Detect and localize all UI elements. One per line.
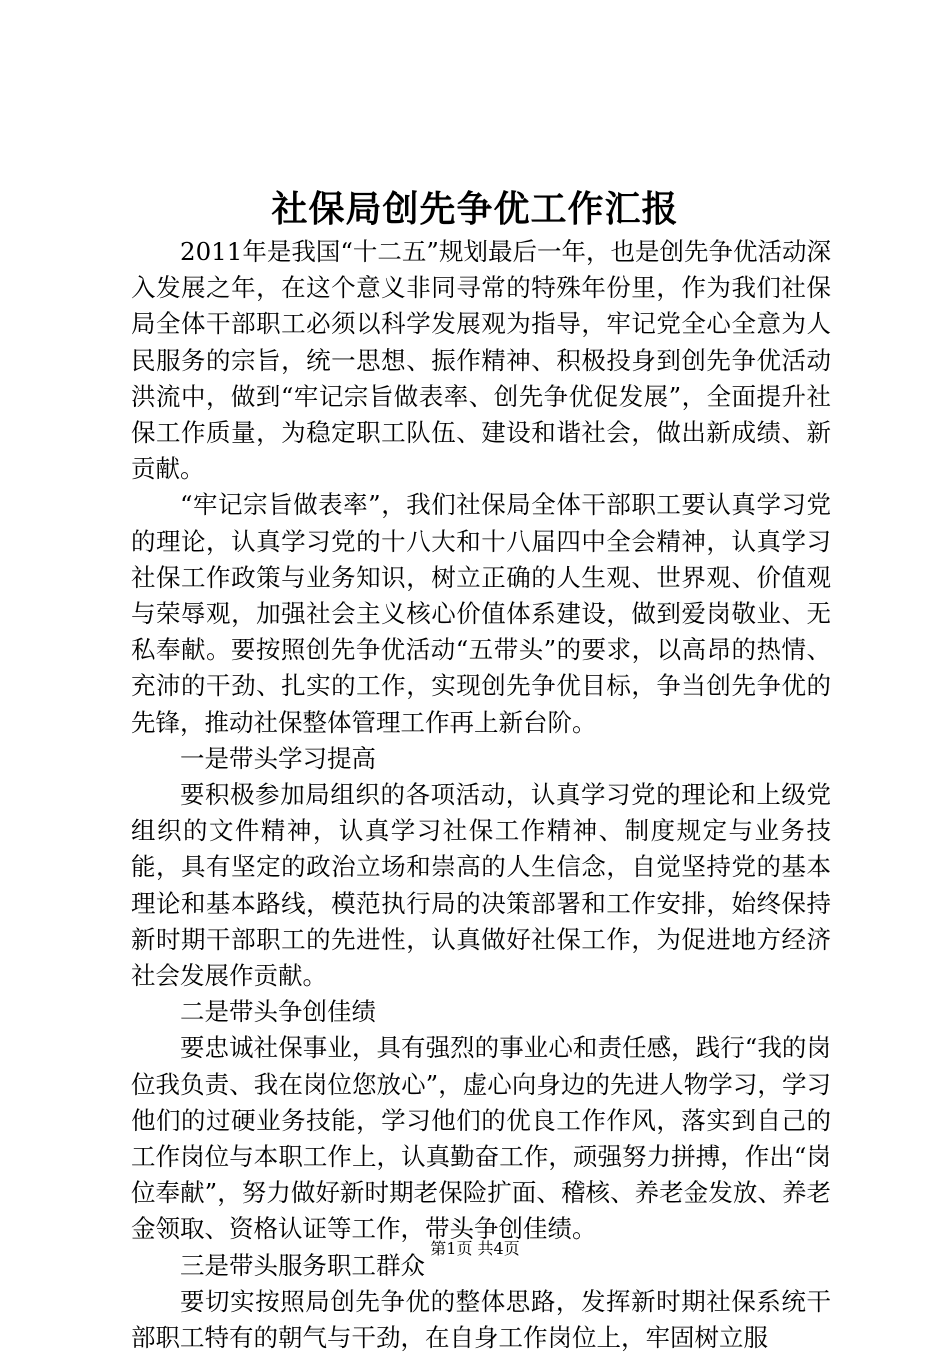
document-title: 社保局创先争优工作汇报	[271, 188, 679, 230]
paragraph-2: “牢记宗旨做表率”，我们社保局全体干部职工要认真学习党的理论，认真学习党的十八大和十八届四中全会精神，认真学习社保工作政策与业务知识，树立正确的人生观、世界观、价值观与荣辱观，加强社会主义核心价值体系建设，做到爱岗敬业、无私奉献。要按照创先争优活动“五带头”的要求，以高昂的热情、充沛的干劲、扎实的工作，实现创先争优目标，争当创先争优的先锋，推动社保整体管理工作再上新台阶。	[131, 490, 831, 737]
page-number-footer: 第1页 共4页	[430, 1239, 520, 1258]
section-heading-2: 二是带头争创佳绩	[180, 997, 376, 1027]
paragraph-1: 2011年是我国“十二五”规划最后一年，也是创先争优活动深入发展之年，在这个意义非同寻常的特殊年份里，作为我们社保局全体干部职工必须以科学发展观为指导，牢记党全心全意为人民服务的宗旨，统一思想、振作精神、积极投身到创先争优活动洪流中，做到“牢记宗旨做表率、创先争优促发展”，全面提升社保工作质量，为稳定职工队伍、建设和谐社会，做出新成绩、新贡献。	[131, 237, 831, 484]
section-heading-1: 一是带头学习提高	[180, 743, 376, 773]
paragraph-5: 要切实按照局创先争优的整体思路，发挥新时期社保系统干部职工特有的朝气与干劲，在自身工作岗位上，牢固树立服	[131, 1286, 831, 1353]
document-body	[131, 234, 831, 1356]
section-heading-3: 三是带头服务职工群众	[180, 1250, 425, 1280]
paragraph-3: 要积极参加局组织的各项活动，认真学习党的理论和上级党组织的文件精神，认真学习社保工作精神、制度规定与业务技能，具有坚定的政治立场和崇高的人生信念，自觉坚持党的基本理论和基本路线，模范执行局的决策部署和工作安排，始终保持新时期干部职工的先进性，认真做好社保工作，为促进地方经济社会发展作贡献。	[131, 780, 831, 991]
paragraph-4: 要忠诚社保事业，具有强烈的事业心和责任感，践行“我的岗位我负责、我在岗位您放心”，虚心向身边的先进人物学习，学习他们的过硬业务技能，学习他们的优良工作作风，落实到自己的工作岗位与本职工作上，认真勤奋工作，顽强努力拼搏，作出“岗位奉献”，努力做好新时期老保险扩面、稽核、养老金发放、养老金领取、资格认证等工作，带头争创佳绩。	[131, 1033, 831, 1244]
